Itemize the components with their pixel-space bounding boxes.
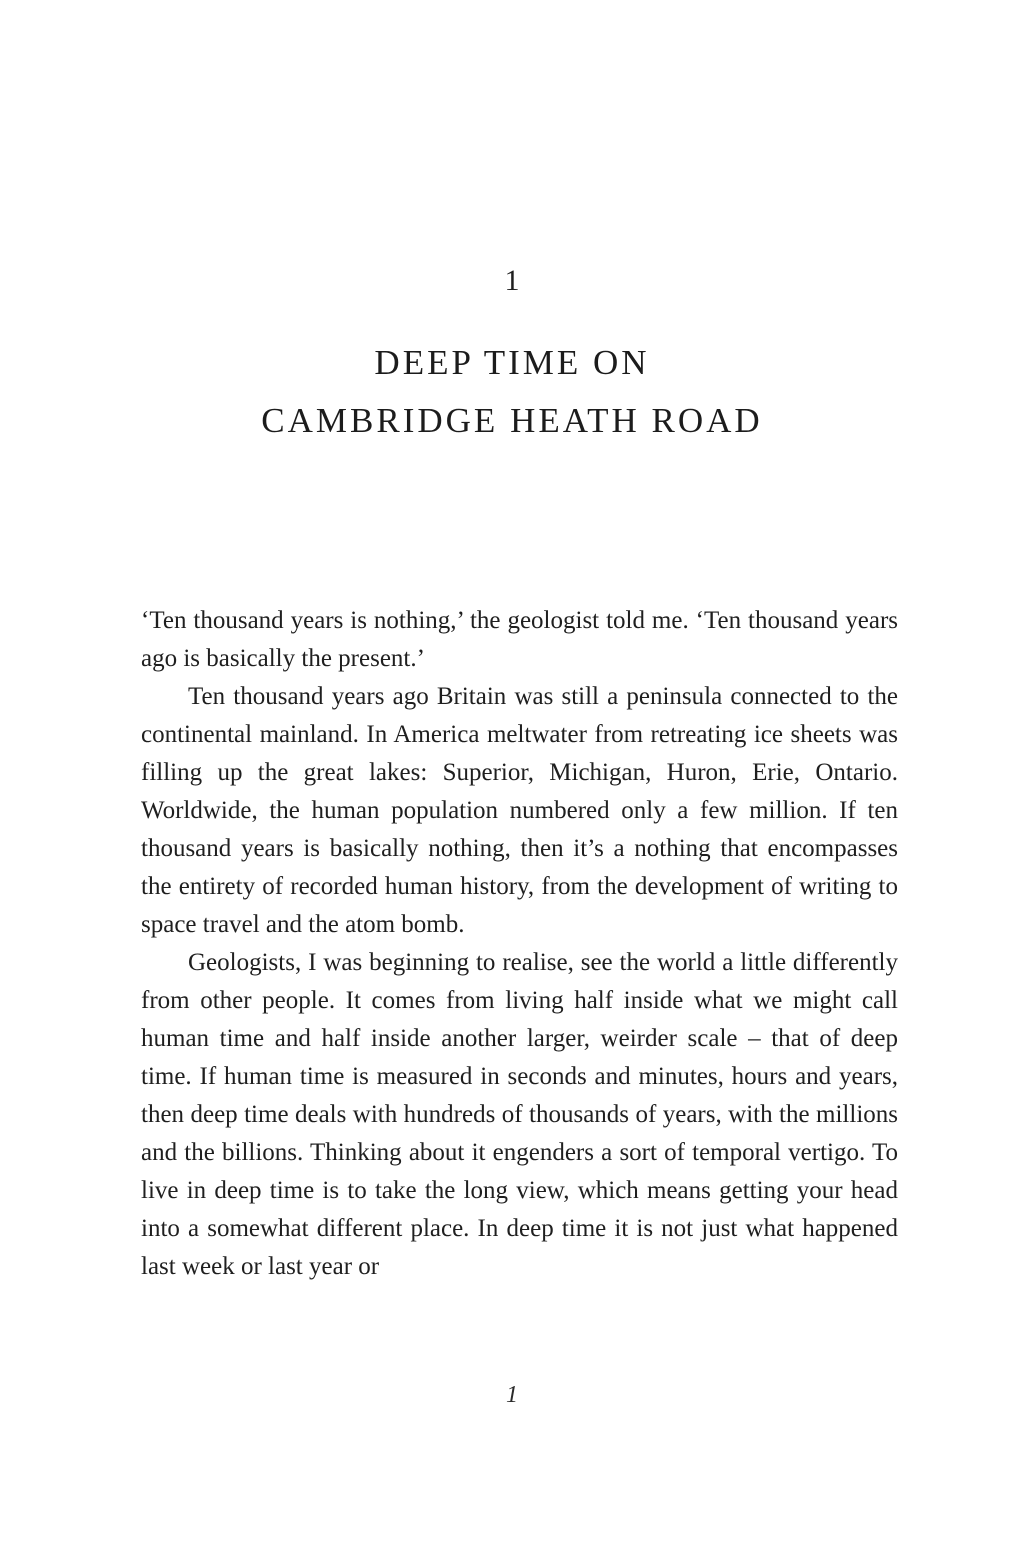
page-number: 1 <box>506 1382 518 1408</box>
paragraph-1: ‘Ten thousand years is nothing,’ the geologist told me. ‘Ten thousand years ago is basically the present.’ <box>141 607 898 672</box>
chapter-number: 1 <box>504 264 520 297</box>
chapter-title <box>0 334 1024 450</box>
paragraph-3: Geologists, I was beginning to realise, see the world a little differently from other people. It comes from living half inside what we might call human time and half inside another larger, weirder scale – that of deep time. If human time is measured in seconds and minutes, hours and years, then deep time deals with hundreds of thousands of years, with the millions and the billions. Thinking about it engenders a sort of temporal vertigo. To live in deep time is to take the long view, which means getting your head into a somewhat different place. In deep time it is not just what happened last week or last year or <box>141 949 898 1280</box>
paragraph-2: Ten thousand years ago Britain was still a peninsula connected to the continental mainland. In America meltwater from retreating ice sheets was filling up the great lakes: Superior, Michigan, Huron, Erie, Ontario. Worldwide, the human population numbered only a few million. If ten thousand years is basically nothing, then it’s a nothing that encompasses the entirety of recorded human history, from the development of writing to space travel and the atom bomb. <box>141 683 898 938</box>
chapter-title-line-2: CAMBRIDGE HEATH ROAD <box>261 401 763 440</box>
chapter-title-line-1: DEEP TIME ON <box>374 343 650 382</box>
body-text <box>141 602 898 1286</box>
